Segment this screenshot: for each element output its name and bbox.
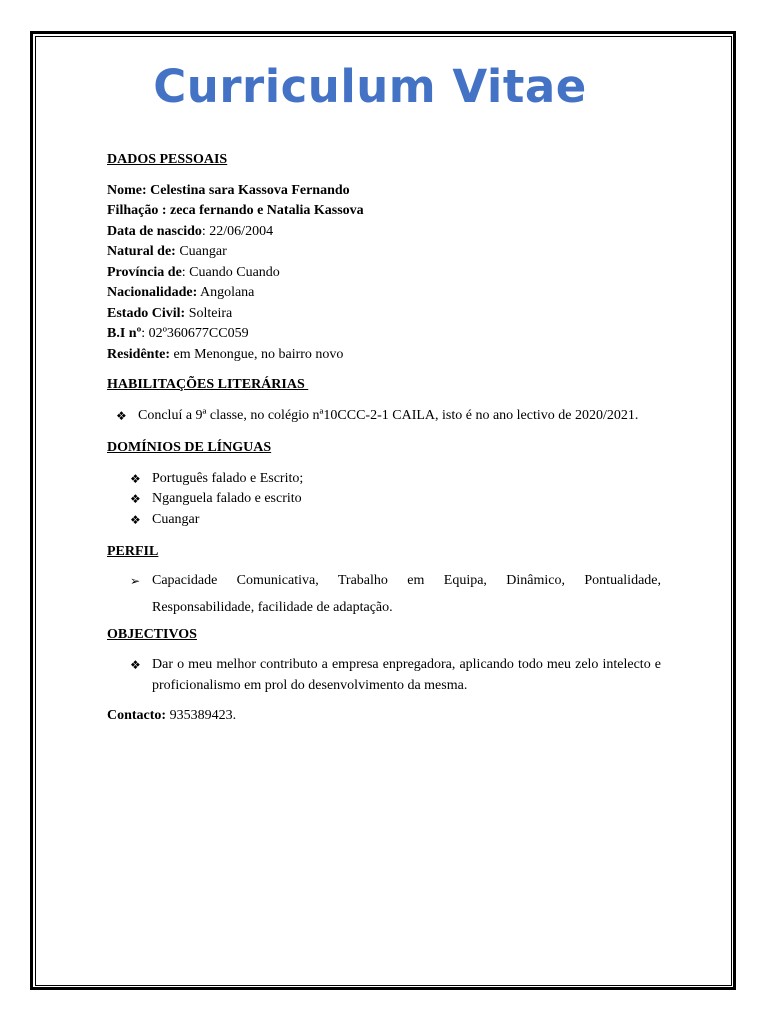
field-value: zeca fernando e Natalia Kassova	[166, 203, 364, 218]
field-label: Contacto:	[107, 708, 167, 723]
section-heading-objectivos: OBJECTIVOS	[107, 626, 197, 642]
list-item	[107, 655, 661, 696]
section-heading-habilitacoes: HABILITAÇÕES LITERÁRIAS	[107, 377, 309, 392]
list-item	[107, 489, 661, 510]
field-nome	[107, 181, 661, 202]
list-item	[107, 469, 661, 490]
field-label: Natural de:	[107, 244, 176, 259]
section-heading-dados-pessoais: DADOS PESSOAIS	[107, 152, 228, 167]
diamond-bullet-icon: ❖	[130, 512, 141, 527]
list-item-text: Cuangar	[152, 511, 200, 527]
diamond-bullet-icon: ❖	[130, 492, 141, 506]
objectivos-list	[107, 655, 661, 696]
diamond-bullet-icon: ❖	[116, 408, 127, 423]
list-item-text: Capacidade Comunicativa, Trabalho em Equipa, Dinâmico, Pontualidade, Responsabilidade, facilidade de adaptação.	[152, 572, 661, 615]
field-label: Data de nascido	[107, 223, 202, 239]
list-item-text: Dar o meu melhor contributo a empresa enpregadora, aplicando todo meu zelo intelecto e proficionalismo em prol do desenvolvimento da mesma.	[152, 657, 661, 693]
field-bi	[107, 324, 661, 345]
field-nacionalidade	[107, 283, 661, 304]
field-provincia	[107, 263, 661, 284]
document-body	[107, 150, 661, 727]
section-heading-perfil: PERFIL	[107, 544, 159, 559]
field-label: Província de	[107, 264, 182, 280]
field-value: 935389423.	[166, 708, 237, 723]
list-item	[107, 567, 661, 621]
field-residente	[107, 345, 661, 366]
list-item	[107, 510, 661, 531]
field-label: Residênte:	[107, 346, 170, 362]
list-item-text: Concluí a 9ª classe, no colégio nª10CCC-2-1 CAILA, isto é no ano lectivo de 2020/2021.	[138, 407, 639, 423]
diamond-bullet-icon: ❖	[130, 471, 141, 486]
arrow-bullet-icon: ➢	[130, 573, 141, 588]
field-label: Nome:	[107, 182, 147, 198]
field-value: Solteira	[185, 305, 233, 321]
document-title: Curriculum Vitae	[153, 60, 587, 113]
field-natural	[107, 242, 661, 263]
field-filhacao	[107, 201, 661, 222]
field-label: Estado Civil:	[107, 305, 186, 321]
field-label: Nacionalidade:	[107, 285, 198, 300]
field-estado-civil	[107, 304, 661, 325]
field-value: : 22/06/2004	[201, 223, 274, 239]
field-value: Celestina sara Kassova Fernando	[146, 182, 350, 198]
list-item	[107, 406, 661, 427]
section-heading-linguas: DOMÍNIOS DE LÍNGUAS	[107, 440, 272, 455]
field-label: B.I nº	[107, 326, 142, 341]
list-item-text: Português falado e Escrito;	[152, 470, 304, 486]
diamond-bullet-icon: ❖	[130, 658, 141, 672]
field-value: Angolana	[197, 285, 255, 300]
field-contacto	[107, 706, 661, 727]
field-data-nascido	[107, 222, 661, 243]
linguas-list	[107, 469, 661, 531]
list-item-text: Nganguela falado e escrito	[152, 491, 302, 506]
field-value: : 02º360677CC059	[141, 326, 249, 341]
perfil-list	[107, 567, 661, 621]
field-value: Cuangar	[175, 244, 227, 259]
field-label: Filhação :	[107, 203, 167, 218]
field-value: em Menongue, no bairro novo	[170, 346, 344, 362]
field-value: : Cuando Cuando	[181, 264, 280, 280]
habilitacoes-list	[107, 406, 661, 427]
